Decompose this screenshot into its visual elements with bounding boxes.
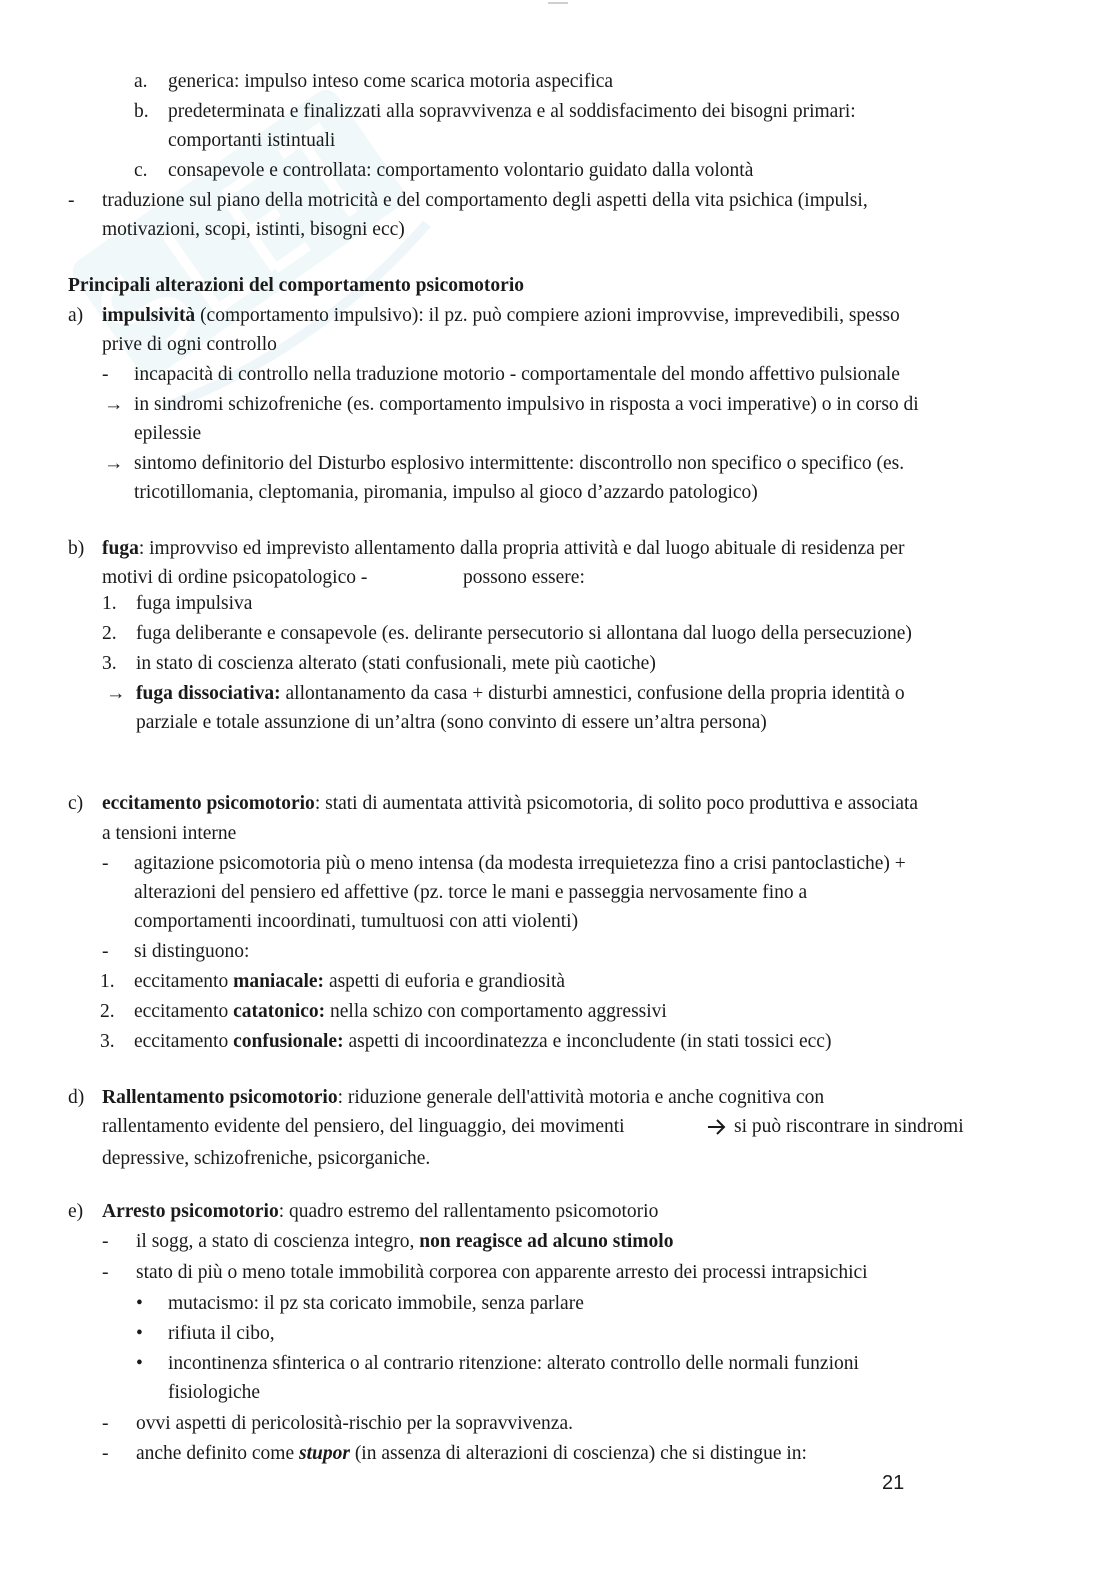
- section-b-arrow-line-2: parziale e totale assunzione di un’altra (sono convinto di essere un’altra persona): [136, 712, 767, 733]
- section-d-marker: d): [68, 1087, 85, 1108]
- section-e-bullet-2: rifiuta il cibo,: [168, 1323, 275, 1344]
- section-b-line-2b: possono essere:: [463, 567, 585, 588]
- section-a-line-1: impulsività (comportamento impulsivo): il pz. può compiere azioni improvvise, imprevedibili, spesso: [102, 305, 900, 326]
- arrow-icon: →: [106, 683, 126, 704]
- section-c-item-1: eccitamento maniacale: aspetti di euforia e grandiosità: [134, 971, 566, 992]
- section-b-item-1: fuga impulsiva: [136, 593, 253, 614]
- section-e-dash-3: ovvi aspetti di pericolosità-rischio per la sopravvivenza.: [136, 1413, 573, 1434]
- list-marker: 1.: [100, 971, 115, 992]
- section-c-dash-2: si distinguono:: [134, 941, 250, 962]
- list-marker-a: a.: [134, 71, 148, 92]
- section-c-marker: c): [68, 793, 84, 814]
- section-heading: Principali alterazioni del comportamento psicomotorio: [68, 275, 525, 296]
- section-b-line-2a: motivi di ordine psicopatologico -: [102, 567, 368, 588]
- section-c-term: eccitamento psicomotorio: [102, 793, 315, 814]
- section-a-term: impulsività: [102, 305, 196, 326]
- list-marker: 2.: [102, 623, 117, 644]
- section-e-line-1: Arresto psicomotorio: quadro estremo del rallentamento psicomotorio: [102, 1201, 659, 1222]
- section-a-arrow-2: sintomo definitorio del Disturbo esplosivo intermittente: discontrollo non specifico o specifico (es.: [134, 453, 905, 474]
- section-a-arrow-1: in sindromi schizofreniche (es. comportamento impulsivo in risposta a voci imperative) o in corso di: [134, 394, 919, 415]
- section-c-item-2: eccitamento catatonico: nella schizo con comportamento aggressivi: [134, 1001, 667, 1022]
- section-d-term: Rallentamento psicomotorio: [102, 1087, 338, 1108]
- list-item-c-text: consapevole e controllata: comportamento volontario guidato dalla volontà: [168, 160, 754, 181]
- section-b-item-2: fuga deliberante e consapevole (es. delirante persecutorio si allontana dal luogo della persecuzione): [136, 623, 912, 644]
- section-e-dash-2: stato di più o meno totale immobilità corporea con apparente arresto dei processi intrapsichici: [136, 1262, 868, 1283]
- list-marker-b: b.: [134, 101, 149, 122]
- section-e-dash-4: anche definito come stupor (in assenza di alterazioni di coscienza) che si distingue in:: [136, 1443, 807, 1464]
- section-a-arrow-1-line-2: epilessie: [134, 423, 202, 444]
- section-c-dash-1: agitazione psicomotoria più o meno intensa (da modesta irrequietezza fino a crisi pantoclastiche) +: [134, 853, 906, 874]
- section-b-line-1: fuga: improvviso ed imprevisto allentamento dalla propria attività e dal luogo abituale di residenza per: [102, 538, 905, 559]
- dash-marker: -: [102, 364, 109, 385]
- section-b-term: fuga: [102, 538, 139, 559]
- section-a-arrow-2-line-2: tricotillomania, cleptomania, piromania, impulso al gioco d’azzardo patologico): [134, 482, 758, 503]
- list-marker: 1.: [102, 593, 117, 614]
- top-mark: [548, 2, 568, 4]
- section-b-marker: b): [68, 538, 85, 559]
- section-c-line-1: eccitamento psicomotorio: stati di aumentata attività psicomotoria, di solito poco produttiva e associata: [102, 793, 919, 814]
- list-marker: 2.: [100, 1001, 115, 1022]
- list-marker: 3.: [102, 653, 117, 674]
- section-e-dash-1: il sogg, a stato di coscienza integro, non reagisce ad alcuno stimolo: [136, 1231, 674, 1252]
- section-b-arrow: fuga dissociativa: allontanamento da casa + disturbi amnestici, confusione della propria identità o: [136, 683, 905, 704]
- section-c-line-2: a tensioni interne: [102, 823, 237, 844]
- section-c-item-3: eccitamento confusionale: aspetti di incoordinatezza e inconcludente (in stati tossici ecc): [134, 1031, 832, 1052]
- arrow-icon: →: [104, 394, 124, 415]
- section-e-bullet-3-line-2: fisiologiche: [168, 1382, 261, 1403]
- bullet-icon: •: [136, 1293, 143, 1314]
- list-marker-c: c.: [134, 160, 148, 181]
- section-e-bullet-3: incontinenza sfinterica o al contrario ritenzione: alterato controllo delle normali funzioni: [168, 1353, 859, 1374]
- intro-dash-text: traduzione sul piano della motricità e del comportamento degli aspetti della vita psichica (impulsi,: [102, 190, 868, 211]
- dash-marker: -: [102, 853, 109, 874]
- section-b-arrow-term: fuga dissociativa:: [136, 683, 281, 704]
- section-c-dash-1-line-3: comportamenti incoordinati, tumultuosi con atti violenti): [134, 911, 579, 932]
- section-d-line-3: depressive, schizofreniche, psicorganiche.: [102, 1148, 431, 1169]
- dash-marker: -: [68, 190, 75, 211]
- list-item-b-text-2: comportanti istintuali: [168, 130, 336, 151]
- section-b-item-3: in stato di coscienza alterato (stati confusionali, mete più caotiche): [136, 653, 656, 674]
- page-number: 21: [882, 1472, 905, 1494]
- dash-marker: -: [102, 1443, 109, 1464]
- dash-marker: -: [102, 1231, 109, 1252]
- section-d-line-2b: si può riscontrare in sindromi: [734, 1116, 964, 1137]
- dash-marker: -: [102, 941, 109, 962]
- section-a-dash-1: incapacità di controllo nella traduzione motorio - comportamentale del mondo affettivo pulsionale: [134, 364, 900, 385]
- section-c-dash-1-line-2: alterazioni del pensiero ed affettive (pz. torce le mani e passeggia nervosamente fino a: [134, 882, 808, 903]
- dash-marker: -: [102, 1413, 109, 1434]
- section-e-bullet-1: mutacismo: il pz sta coricato immobile, senza parlare: [168, 1293, 584, 1314]
- intro-dash-text-2: motivazioni, scopi, istinti, bisogni ecc): [102, 219, 405, 240]
- bullet-icon: •: [136, 1323, 143, 1344]
- section-a-marker: a): [68, 305, 84, 326]
- bullet-icon: •: [136, 1353, 143, 1374]
- section-a-line-2: prive di ogni controllo: [102, 334, 277, 355]
- list-item-a-text: generica: impulso inteso come scarica motoria aspecifica: [168, 71, 614, 92]
- section-e-term: Arresto psicomotorio: [102, 1201, 279, 1222]
- list-item-b-text: predeterminata e finalizzati alla sopravvivenza e al soddisfacimento dei bisogni primari:: [168, 101, 856, 122]
- arrow-right-icon: [706, 1117, 728, 1137]
- arrow-icon: →: [104, 453, 124, 474]
- section-e-marker: e): [68, 1201, 84, 1222]
- section-d-line-2a: rallentamento evidente del pensiero, del linguaggio, dei movimenti: [102, 1116, 625, 1137]
- list-marker: 3.: [100, 1031, 115, 1052]
- dash-marker: -: [102, 1262, 109, 1283]
- section-d-line-1: Rallentamento psicomotorio: riduzione generale dell'attività motoria e anche cognitiva con: [102, 1087, 825, 1108]
